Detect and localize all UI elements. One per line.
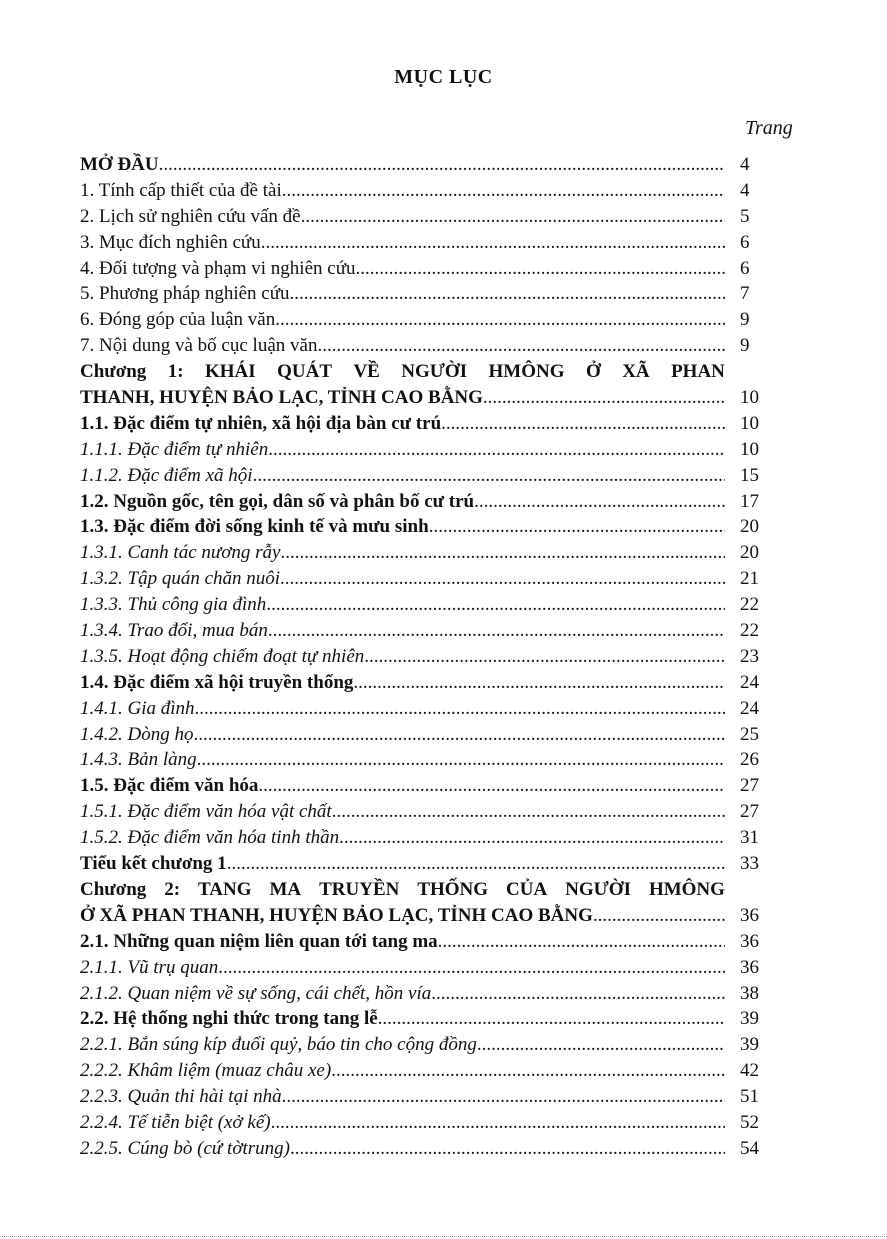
toc-entry xyxy=(80,618,770,644)
toc-entry-page: 54 xyxy=(740,1137,759,1159)
toc-entry-page: 4 xyxy=(740,179,750,201)
toc-chapter-word: TANG xyxy=(198,878,252,900)
toc-entry xyxy=(80,877,770,903)
toc-entry-page: 10 xyxy=(740,438,759,460)
toc-entry-page: 27 xyxy=(740,775,759,797)
toc-entry xyxy=(80,1032,770,1058)
toc-entry-page: 4 xyxy=(740,154,750,175)
toc-entry-title: 2.1.1. Vũ trụ quan ..... xyxy=(80,955,725,981)
toc-entry-page: 10 xyxy=(740,412,759,434)
toc-entry-page: 36 xyxy=(740,956,759,978)
toc-entry-title: 1.3.5. Hoạt động chiếm đoạt tự nhiên ..... xyxy=(80,644,725,670)
toc-entry-title: 1.5.2. Đặc điểm văn hóa tinh thần ..... xyxy=(80,825,725,851)
toc-entry-page: 24 xyxy=(740,697,759,719)
toc-entry xyxy=(80,489,770,515)
toc-entry xyxy=(80,670,770,696)
toc-entry xyxy=(80,955,770,981)
toc-entry-title: 2.1. Những quan niệm liên quan tới tang ma ..... xyxy=(80,929,725,955)
toc-chapter-word: Chương xyxy=(80,878,147,900)
toc-entry xyxy=(80,307,770,333)
toc-entry xyxy=(80,256,770,282)
toc-entry-page: 26 xyxy=(740,749,759,771)
toc-entry-page: 17 xyxy=(740,490,759,512)
toc-entry-page: 33 xyxy=(740,853,759,875)
toc-entry xyxy=(80,385,770,411)
toc-entry xyxy=(80,799,770,825)
toc-entry-title: 2.2.4. Tế tiễn biệt (xở kế) ..... xyxy=(80,1110,725,1136)
toc-entry-title: 6. Đóng góp của luận văn ..... xyxy=(80,307,725,333)
toc-entry-page: 21 xyxy=(740,568,759,590)
toc-chapter-word: MA xyxy=(269,878,302,900)
toc-entry-title: 1.5.1. Đặc điểm văn hóa vật chất ..... xyxy=(80,799,725,825)
toc-entry-page: 23 xyxy=(740,645,759,667)
toc-chapter-word: 2: xyxy=(164,878,181,900)
toc-entry-title: 3. Mục đích nghiên cứu ..... xyxy=(80,230,725,256)
toc-entry-title: 1.3.2. Tập quán chăn nuôi ..... xyxy=(80,566,725,592)
toc-entry-page: 25 xyxy=(740,723,759,745)
toc-entry-page: 9 xyxy=(740,309,750,331)
toc-chapter-word: TRUYỀN xyxy=(319,878,400,900)
toc-chapter-heading xyxy=(80,877,725,903)
toc-entry xyxy=(80,722,770,748)
toc-entry-title: 2.2.1. Bắn súng kíp đuổi quỷ, báo tin cho cộng đồng ..... xyxy=(80,1032,725,1058)
toc-chapter-word: Chương xyxy=(80,361,147,383)
toc-chapter-word: VỀ xyxy=(353,361,380,383)
toc-entry-page: 39 xyxy=(740,1034,759,1056)
toc-entry-title: 1.5. Đặc điểm văn hóa ..... xyxy=(80,773,725,799)
toc-chapter-word: PHAN xyxy=(671,361,725,383)
toc-entry-title: 5. Phương pháp nghiên cứu ..... xyxy=(80,281,725,307)
toc-entry-title: 2.2.3. Quản thi hài tại nhà ..... xyxy=(80,1084,725,1110)
toc-entry xyxy=(80,592,770,618)
toc-entry-page: 39 xyxy=(740,1008,759,1030)
toc-entry-page: 51 xyxy=(740,1086,759,1108)
toc-entry xyxy=(80,281,770,307)
toc-entry xyxy=(80,1006,770,1032)
toc-entry xyxy=(80,1136,770,1162)
toc-entry-title: Ở XÃ PHAN THANH, HUYỆN BẢO LẠC, TỈNH CAO BẰNG ..... xyxy=(80,903,725,929)
page-column-label: Trang xyxy=(745,117,793,139)
toc-entry xyxy=(80,747,770,773)
toc-entry-page: 10 xyxy=(740,387,759,409)
toc-entry-page: 22 xyxy=(740,620,759,642)
toc-entry-page: 5 xyxy=(740,205,750,227)
toc-entry-title: MỞ ĐẦU ..... xyxy=(80,152,725,178)
toc-entry-page: 6 xyxy=(740,257,750,279)
toc-entry xyxy=(80,437,770,463)
toc-entry-page: 20 xyxy=(740,516,759,538)
toc-entry-title: 1.1.1. Đặc điểm tự nhiên ..... xyxy=(80,437,725,463)
toc-chapter-heading xyxy=(80,359,725,385)
toc-entry-page: 20 xyxy=(740,542,759,564)
toc-chapter-word: HMÔNG xyxy=(488,361,565,383)
toc-entry xyxy=(80,411,770,437)
toc-entry-page: 52 xyxy=(740,1111,759,1133)
page-title: MỤC LỤC xyxy=(394,66,493,88)
page-bottom-divider xyxy=(0,1236,887,1237)
toc-entry-title: 1.3. Đặc điểm đời sống kinh tế và mưu sinh ..... xyxy=(80,514,725,540)
toc-entry xyxy=(80,152,770,178)
toc-chapter-word: Ở xyxy=(585,361,601,383)
toc-entry xyxy=(80,773,770,799)
toc-entry xyxy=(80,929,770,955)
toc-entry-title: 1. Tính cấp thiết của đề tài ..... xyxy=(80,178,725,204)
toc-entry-page: 36 xyxy=(740,904,759,926)
toc-entry-title: 1.3.3. Thủ công gia đình ..... xyxy=(80,592,725,618)
toc-entry xyxy=(80,230,770,256)
toc-entry xyxy=(80,333,770,359)
toc-entry-page: 22 xyxy=(740,594,759,616)
toc-entry xyxy=(80,514,770,540)
toc-entry xyxy=(80,696,770,722)
toc-entry-title: 4. Đối tượng và phạm vi nghiên cứu ..... xyxy=(80,256,725,282)
toc-entry xyxy=(80,903,770,929)
toc-entry-title: THANH, HUYỆN BẢO LẠC, TỈNH CAO BẰNG ..... xyxy=(80,385,725,411)
toc-entry xyxy=(80,540,770,566)
toc-entry-title: 1.4.3. Bản làng ..... xyxy=(80,747,725,773)
toc-chapter-word: QUÁT xyxy=(277,361,333,383)
toc-entry-page: 42 xyxy=(740,1060,759,1082)
toc-entry-page: 27 xyxy=(740,801,759,823)
toc-entry xyxy=(80,1110,770,1136)
toc-entry-title: 2. Lịch sử nghiên cứu vấn đề ..... xyxy=(80,204,725,230)
toc-chapter-word: NGƯỜI xyxy=(401,361,468,383)
toc-entry-page: 9 xyxy=(740,335,750,357)
toc-entry-page: 31 xyxy=(740,827,759,849)
toc-chapter-word: XÃ xyxy=(622,361,650,383)
table-of-contents xyxy=(80,152,770,1162)
toc-entry xyxy=(80,566,770,592)
toc-chapter-word: CỦA xyxy=(506,878,548,900)
toc-chapter-word: 1: xyxy=(167,361,184,383)
toc-entry xyxy=(80,204,770,230)
toc-entry-title: 1.3.1. Canh tác nương rẫy ..... xyxy=(80,540,725,566)
toc-entry xyxy=(80,1058,770,1084)
toc-entry-title: 1.4.1. Gia đình ..... xyxy=(80,696,725,722)
toc-entry xyxy=(80,178,770,204)
toc-entry xyxy=(80,825,770,851)
toc-entry-title: 1.1.2. Đặc điểm xã hội ..... xyxy=(80,463,725,489)
toc-entry-page: 36 xyxy=(740,930,759,952)
toc-entry-title: 2.2. Hệ thống nghi thức trong tang lễ ..... xyxy=(80,1006,725,1032)
toc-entry-title: 1.4.2. Dòng họ ..... xyxy=(80,722,725,748)
toc-entry-title: 2.2.2. Khâm liệm (muaz châu xe) ..... xyxy=(80,1058,725,1084)
toc-entry-title: 1.3.4. Trao đổi, mua bán ..... xyxy=(80,618,725,644)
toc-entry xyxy=(80,851,770,877)
toc-entry-title: Tiểu kết chương 1 ..... xyxy=(80,851,725,877)
toc-entry-title: 7. Nội dung và bố cục luận văn ..... xyxy=(80,333,725,359)
toc-entry xyxy=(80,981,770,1007)
toc-entry-page: 7 xyxy=(740,283,750,305)
toc-chapter-word: THỐNG xyxy=(417,878,489,900)
toc-entry-page: 6 xyxy=(740,231,750,253)
toc-entry-title: 1.2. Nguồn gốc, tên gọi, dân số và phân bố cư trú ..... xyxy=(80,489,725,515)
toc-chapter-word: NGƯỜI xyxy=(565,878,631,900)
toc-entry-page: 24 xyxy=(740,671,759,693)
toc-entry-title: 1.1. Đặc điểm tự nhiên, xã hội địa bàn cư trú ..... xyxy=(80,411,725,437)
toc-entry-title: 2.2.5. Cúng bò (cứ tờtrung) ..... xyxy=(80,1136,725,1162)
toc-entry-title: 1.4. Đặc điểm xã hội truyền thống ..... xyxy=(80,670,725,696)
toc-entry xyxy=(80,463,770,489)
toc-chapter-word: HMÔNG xyxy=(648,878,725,900)
toc-entry xyxy=(80,359,770,385)
toc-entry-page: 38 xyxy=(740,982,759,1004)
toc-entry xyxy=(80,644,770,670)
toc-entry xyxy=(80,1084,770,1110)
toc-entry-title: 2.1.2. Quan niệm về sự sống, cái chết, hồn vía ..... xyxy=(80,981,725,1007)
toc-chapter-word: KHÁI xyxy=(204,361,256,383)
toc-entry-page: 15 xyxy=(740,464,759,486)
